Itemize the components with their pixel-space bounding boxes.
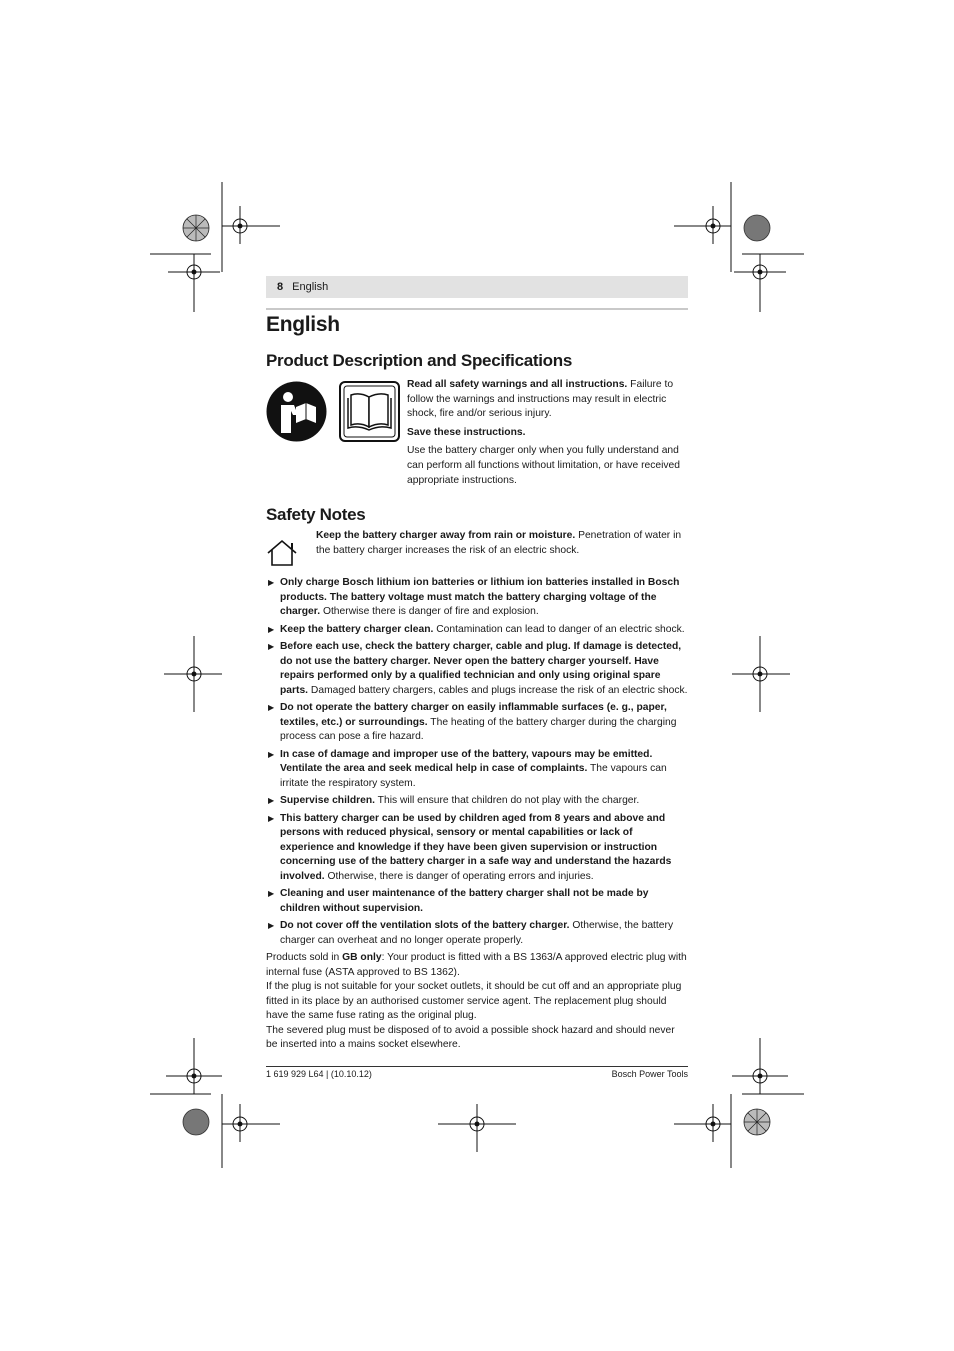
plug-replacement-paragraph: If the plug is not suitable for your socket outlets, it should be cut off and an appropriate plug fitted in its place by an authorised customer service agent. The replacement plug should have the same fuse rating as the original plug. bbox=[266, 981, 682, 1022]
bullet-arrow-icon: ▶ bbox=[268, 813, 275, 823]
intro-icons bbox=[266, 378, 407, 492]
list-item: ▶ This battery charger can be used by children aged from 8 years and above and persons with reduced physical, sensory or mental capabilities or lack of experience and knowledge if they have been given supervision or instruction concerning use of the battery charger in a safe way and understand the hazards involved. Otherwise, there is danger of operating errors and injuries. bbox=[268, 812, 672, 882]
page-content bbox=[266, 276, 688, 1053]
list-item: ▶ Do not cover off the ventilation slots of the battery charger. Otherwise, the battery charger can overheat and no longer operate properly. bbox=[268, 920, 674, 946]
bullet-arrow-icon: ▶ bbox=[268, 624, 275, 634]
use-instructions: Use the battery charger only when you fully understand and can perform all functions without limitation, or have received appropriate instructions. bbox=[407, 445, 680, 486]
intro-block bbox=[266, 378, 688, 492]
page-footer bbox=[266, 1066, 688, 1079]
footer-brand: Bosch Power Tools bbox=[611, 1069, 688, 1079]
footer-doc-number: 1 619 929 L64 | (10.10.12) bbox=[266, 1069, 372, 1079]
bullet-arrow-icon: ▶ bbox=[268, 703, 275, 713]
bullet-arrow-icon: ▶ bbox=[268, 889, 275, 899]
read-manual-person-icon bbox=[266, 381, 327, 442]
header-rule bbox=[266, 308, 688, 310]
bullet-arrow-icon: ▶ bbox=[268, 749, 275, 759]
warning-paragraph bbox=[407, 378, 688, 422]
list-item: ▶ Supervise children. This will ensure that children do not play with the charger. bbox=[266, 794, 688, 809]
list-item: ▶ Do not operate the battery charger on easily inflammable surfaces (e. g., paper, textiles, etc.) or surroundings. The heating of the battery charger during the charging process can pose a fire hazard. bbox=[268, 702, 677, 743]
page-header-bar bbox=[266, 276, 688, 298]
bullet-arrow-icon: ▶ bbox=[268, 578, 275, 588]
list-item: ▶ Before each use, check the battery charger, cable and plug. If damage is detected, do not use the battery charger. Never open the battery charger yourself. Have repairs performed only by a qualified technician and only using original spare parts. Damaged battery chargers, cables and plugs increase the risk of an electric shock. bbox=[268, 641, 688, 696]
rain-warning-text: Keep the battery charger away from rain or moisture. Penetration of water in the battery charger increases the risk of an electric shock. bbox=[316, 530, 682, 556]
list-item: ▶ Keep the battery charger clean. Contamination can lead to danger of an electric shock. bbox=[266, 623, 688, 638]
list-item: ▶ Cleaning and user maintenance of the battery charger shall not be made by children without supervision. bbox=[268, 888, 649, 914]
warning-bold: Read all safety warnings and all instructions. bbox=[407, 379, 628, 390]
bullet-arrow-icon: ▶ bbox=[268, 921, 275, 931]
warning-rest: Failure to follow the warnings and instructions may result in electric shock, fire and/or serious injury. bbox=[407, 379, 674, 420]
safety-notes-list bbox=[266, 576, 688, 948]
indoor-use-house-icon bbox=[266, 539, 298, 567]
rain-icon-wrap bbox=[266, 529, 316, 572]
gb-plug-paragraph: Products sold in GB only: Your product is fitted with a BS 1363/A approved electric plug with internal fuse (ASTA approved to BS 1362). bbox=[266, 952, 687, 978]
save-instructions: Save these instructions. bbox=[407, 426, 526, 438]
rain-warning-block bbox=[266, 529, 688, 572]
safety-heading: Safety Notes bbox=[266, 505, 366, 525]
header-section: English bbox=[292, 281, 329, 293]
bullet-arrow-icon: ▶ bbox=[268, 642, 275, 652]
product-heading: Product Description and Specifications bbox=[266, 351, 572, 370]
list-item: ▶ In case of damage and improper use of the battery, vapours may be emitted. Ventilate the area and seek medical help in case of complaints. The vapours can irritate the respiratory system. bbox=[268, 748, 667, 789]
severed-plug-paragraph: The severed plug must be disposed of to avoid a possible shock hazard and should never be inserted into a mains socket elsewhere. bbox=[266, 1024, 675, 1051]
intro-text bbox=[407, 378, 688, 492]
page-number: 8 bbox=[277, 281, 284, 293]
open-book-icon bbox=[339, 381, 400, 442]
page-title: English bbox=[266, 313, 340, 336]
bullet-arrow-icon: ▶ bbox=[268, 796, 275, 806]
list-item: ▶ Only charge Bosch lithium ion batteries or lithium ion batteries installed in Bosch products. The battery voltage must match the battery charging voltage of the charger. Otherwise there is danger of fire and explosion. bbox=[268, 577, 680, 618]
